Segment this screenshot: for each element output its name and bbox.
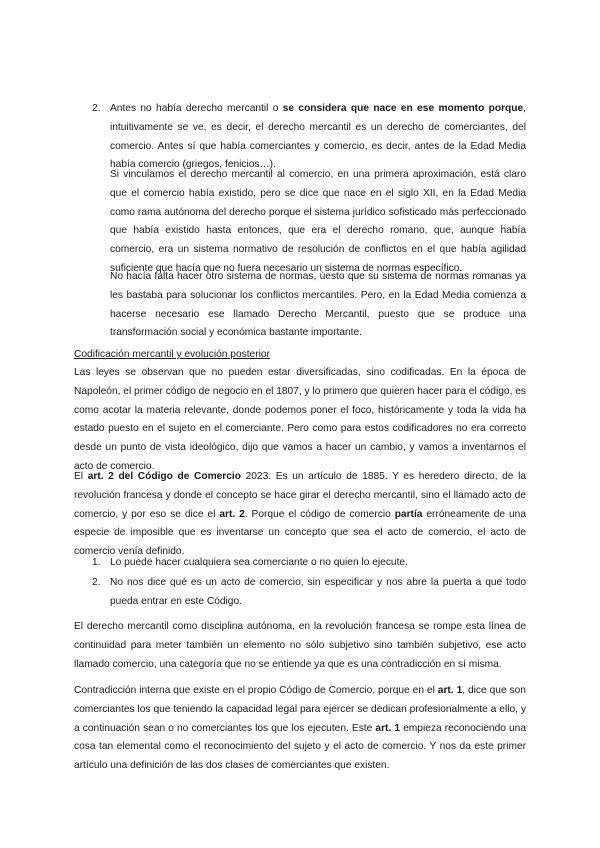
paragraph-no-hacia: No hacía falta hacer otro sistema de normas, ùesto que su sistema de normas romanas ya les bastaba para solucionar los conflictos mercantiles. Pero, en la Edad Media comienza a hacerse necesario ese llamado Derecho Mercantil, puesto que se produce una transformación social y económica bastante importante. — [110, 271, 526, 339]
list-number: 2. — [92, 103, 101, 114]
list-item: Lo puede hacer cualquiera sea comerciante o no quien lo ejecute. — [110, 557, 408, 568]
list-item: No nos dice qué es un acto de comercio, sin especificar y nos abre la puerta a que todo pueda entrar en este Código. — [110, 577, 526, 607]
paragraph-item-2: Antes no había derecho mercantil o se considera que nace en ese momento porque, intuitivamente se ve, es decir, el derecho mercantil es un derecho de comerciantes, del comercio. Antes sí que había comerciantes y comercio, es decir, antes de la Edad Media había comercio (griegos, fenicios…). — [110, 103, 527, 171]
section-heading: Codificación mercantil y evolución posterior — [74, 349, 270, 360]
paragraph-leyes: Las leyes se observan que no pueden estar diversificadas, sino codificadas. En la época de Napoleón, el primer código de negocio en el 1807, y lo primero que quieren hacer para el código, es como acotar la materia relevante, donde podemos poner el foco, históricamente y toda la vida ha estado puesto en el sujeto en el comerciante. Pero como para estos codificadores no era correcto desde un punto de vista ideológico, dijo que vamos a hacer un cambio, y vamos a inventarnos el acto de comercio. — [74, 367, 526, 472]
paragraph-vinculamos: Si vinculamos el derecho mercantil al comercio, en una primera aproximación, está claro que el comercio había existido, pero se dice que nace en el siglo XII, en la Edad Media como rama autónoma del derecho porque el sistema jurídico sofisticado más perfeccionado que había existido hasta entonces, que era el derecho romano, que, aunque había comercio, era un sistema normativo de resolución de conflictos en el que había agilidad suficiente que hacía que no fuera necesario un sistema de normas específico. — [110, 169, 526, 274]
list-number: 2. — [92, 577, 101, 588]
paragraph-disciplina: El derecho mercantil como disciplina autónoma, en la revolución francesa se rompe esta línea de continuidad para meter también un elemento no sólo subjetivo sino también subjetivo, ese acto llamado comercio, una categoría que no se entiende ya que es una contradicción en sí misma. — [74, 621, 526, 670]
paragraph-art2: El art. 2 del Código de Comercio 2023. Es un artículo de 1885. Y es heredero directo, de la revolución francesa y donde el concepto se hace girar el derecho mercantil, sino el llamado acto de comercio, y por eso se dice el art. 2. Porque el código de comercio partía erróneamente de una especie de imposible que es inventarse un concepto que sea el acto de comercio, el acto de comercio venía definido. — [74, 471, 527, 558]
list-number: 1. — [92, 557, 101, 568]
paragraph-contradiccion: Contradicción interna que existe en el propio Código de Comercio, porque en el art. 1, dice que son comerciantes los que teniendo la capacidad legal para ejercer se dedican profesionalmente a ello, y a continuación sean o no comerciantes los que los ejecuten. Este art. 1 empieza reconociendo una cosa tan elemental como el reconocimiento del sujeto y el acto de comercio. Y nos da este primer artículo una definición de las dos clases de comerciantes que existen. — [74, 685, 526, 772]
